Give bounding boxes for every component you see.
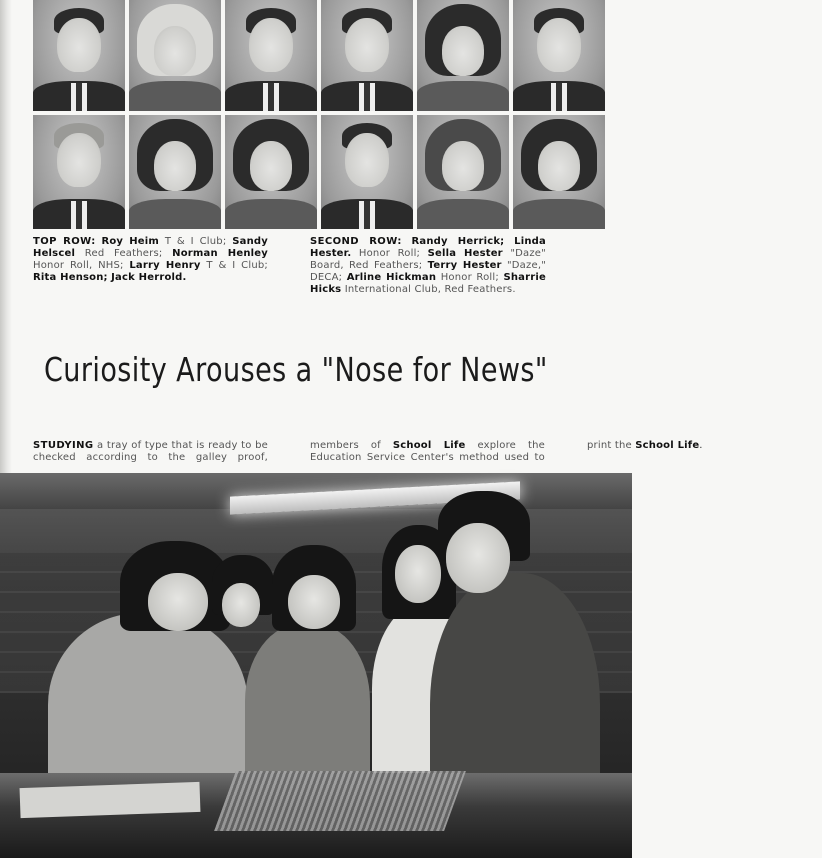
photo-figure-3-face (288, 575, 340, 629)
second-row-label: SECOND ROW: (310, 236, 402, 247)
portrait-top-2 (129, 0, 221, 111)
photo-caption-end: . (699, 440, 703, 451)
caption-name: Randy Herrick; (411, 236, 505, 247)
photo-figure-2-face (222, 583, 260, 627)
second-row-caption (310, 236, 546, 296)
portrait-grid (33, 0, 607, 229)
caption-name: Sella Hester (427, 248, 503, 259)
photo-caption-text: explore the Education Service Center's method used to print the (310, 440, 636, 463)
portrait-top-1 (33, 0, 125, 111)
caption-activities: Honor Roll; (358, 248, 421, 259)
caption-activities: T & I Club; (164, 236, 227, 247)
page-headline: Curiosity Arouses a "Nose for News" (44, 350, 548, 389)
photo-type-tray (214, 771, 466, 831)
caption-activities: Red Feathers; (84, 248, 163, 259)
caption-name: Sharrie Hicks (310, 272, 546, 295)
portrait-top-5 (417, 0, 509, 111)
caption-activities: T & I Club; (206, 260, 268, 271)
portrait-second-3 (225, 115, 317, 229)
photo-caption-lead: STUDYING (33, 440, 94, 451)
caption-name: Sandy Helscel (33, 236, 268, 259)
portrait-second-5 (417, 115, 509, 229)
caption-activities: "Daze" Board, Red Feathers; (310, 248, 546, 271)
photo-caption (33, 440, 703, 466)
photo-figure-4-face (395, 545, 441, 603)
portrait-top-6 (513, 0, 605, 111)
caption-activities: "Daze," DECA; (310, 260, 546, 283)
top-row-label: TOP ROW: (33, 236, 96, 247)
portrait-second-6 (513, 115, 605, 229)
photo-caption-text: a tray of type that is ready to be checked according to the galley proof, members of (33, 440, 393, 463)
photo-figure-3 (245, 623, 370, 793)
portrait-top-3 (225, 0, 317, 111)
caption-activities: Honor Roll, NHS; (33, 260, 124, 271)
caption-name: Jack Herrold. (111, 272, 187, 283)
school-life-name: School Life (392, 440, 466, 451)
portrait-top-4 (321, 0, 413, 111)
caption-name: Larry Henry (129, 260, 201, 271)
photo-figure-5-face (446, 523, 510, 593)
photo-galley-proof (20, 782, 201, 818)
caption-name: Norman Henley (172, 248, 268, 259)
school-life-name: School Life (635, 440, 700, 451)
portrait-second-2 (129, 115, 221, 229)
caption-name: Arline Hickman (346, 272, 437, 283)
print-shop-photo (0, 473, 632, 858)
photo-figure-1-face (148, 573, 208, 631)
portrait-second-1 (33, 115, 125, 229)
caption-name: Terry Hester (427, 260, 502, 271)
caption-name: Rita Henson; (33, 272, 108, 283)
top-row-caption (33, 236, 268, 284)
caption-activities: International Club, Red Feathers. (344, 284, 516, 295)
caption-name: Linda Hester. (310, 236, 546, 259)
caption-activities: Honor Roll; (440, 272, 499, 283)
caption-name: Roy Heim (101, 236, 160, 247)
portrait-second-4 (321, 115, 413, 229)
